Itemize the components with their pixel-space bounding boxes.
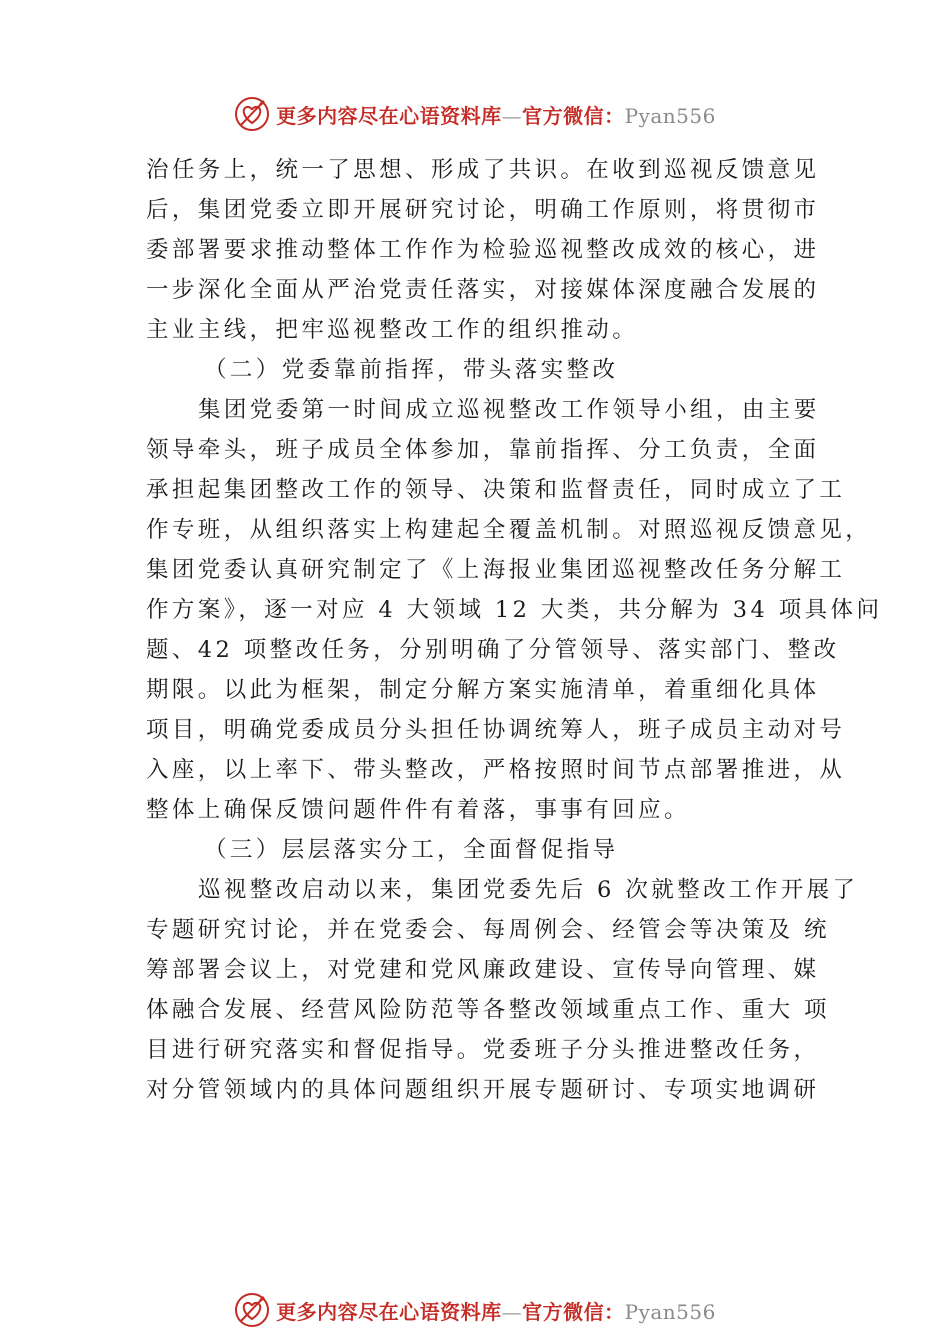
text-line: 体融合发展、经营风险防范等各整改领域重点工作、重大 项 bbox=[146, 997, 830, 1023]
document-body bbox=[146, 150, 883, 1110]
heart-quill-logo bbox=[234, 96, 270, 132]
text-line: 对分管领域内的具体问题组织开展专题研讨、专项实地调研 bbox=[146, 1077, 820, 1103]
text-line: 题、42 项整改任务，分别明确了分管领导、落实部门、整改 bbox=[146, 637, 840, 663]
heart-quill-logo bbox=[234, 1292, 270, 1328]
banner-dash: — bbox=[501, 103, 523, 128]
text-line: 筹部署会议上，对党建和党风廉政建设、宣传导向管理、媒 bbox=[146, 957, 820, 983]
footer-banner bbox=[0, 1290, 950, 1330]
text-line: 承担起集团整改工作的领导、决策和监督责任，同时成立了工 bbox=[146, 477, 846, 503]
header-banner bbox=[0, 94, 950, 134]
text-line: 委部署要求推动整体工作作为检验巡视整改成效的核心，进 bbox=[146, 237, 820, 263]
text-line: 作专班，从组织落实上构建起全覆盖机制。对照巡视反馈意见， bbox=[146, 517, 872, 543]
text-line: 治任务上，统一了思想、形成了共识。在收到巡视反馈意见 bbox=[146, 157, 820, 183]
text-line: 后，集团党委立即开展研究讨论，明确工作原则，将贯彻市 bbox=[146, 197, 820, 223]
text-line: 期限。以此为框架，制定分解方案实施清单，着重细化具体 bbox=[146, 677, 820, 703]
text-line: 领导牵头，班子成员全体参加，靠前指挥、分工负责，全面 bbox=[146, 437, 820, 463]
paragraph-start: 集团党委第一时间成立巡视整改工作领导小组，由主要 bbox=[198, 397, 820, 423]
text-line: 目进行研究落实和督促指导。党委班子分头推进整改任务， bbox=[146, 1037, 820, 1063]
banner-text bbox=[276, 100, 716, 129]
section-heading: （三）层层落实分工，全面督促指导 bbox=[204, 837, 619, 863]
text-line: 入座，以上率下、带头整改，严格按照时间节点部署推进，从 bbox=[146, 757, 846, 783]
banner-wechat-id: Pyan556 bbox=[624, 1299, 716, 1324]
text-line: 整体上确保反馈问题件件有着落，事事有回应。 bbox=[146, 797, 690, 823]
section-heading: （二）党委靠前指挥，带头落实整改 bbox=[204, 357, 619, 383]
text-line: 集团党委认真研究制定了《上海报业集团巡视整改任务分解工 bbox=[146, 557, 846, 583]
text-line: 作方案》，逐一对应 4 大领域 12 大类，共分解为 34 项具体问 bbox=[146, 597, 883, 623]
banner-dash: — bbox=[501, 1299, 523, 1324]
text-line: 项目，明确党委成员分头担任协调统筹人，班子成员主动对号 bbox=[146, 717, 846, 743]
banner-wechat-id: Pyan556 bbox=[624, 103, 716, 128]
banner-wechat-label: 官方微信： bbox=[522, 1299, 625, 1324]
banner-title: 更多内容尽在心语资料库 bbox=[276, 1299, 502, 1324]
text-line: 专题研究讨论，并在党委会、每周例会、经管会等决策及 统 bbox=[146, 917, 830, 943]
text-line: 主业主线，把牢巡视整改工作的组织推动。 bbox=[146, 317, 639, 343]
paragraph-start: 巡视整改启动以来，集团党委先后 6 次就整改工作开展了 bbox=[198, 877, 859, 903]
banner-title: 更多内容尽在心语资料库 bbox=[276, 103, 502, 128]
text-line: 一步深化全面从严治党责任落实，对接媒体深度融合发展的 bbox=[146, 277, 820, 303]
banner-wechat-label: 官方微信： bbox=[522, 103, 625, 128]
banner-text bbox=[276, 1296, 716, 1325]
